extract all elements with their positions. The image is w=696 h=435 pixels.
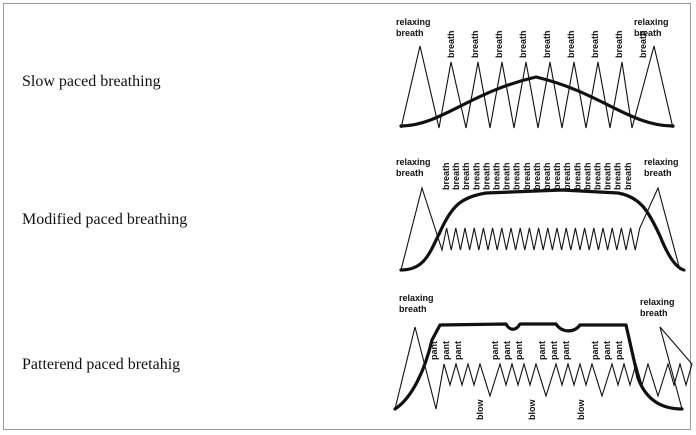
relax-label-left-1-line1: relaxing xyxy=(396,17,431,27)
pant-label: pant xyxy=(453,341,463,360)
modified-paced-diagram xyxy=(396,157,684,270)
breath-label: breath xyxy=(461,162,472,190)
blow-label: blow xyxy=(527,399,537,420)
pant-blow-labels-row3 xyxy=(429,341,624,420)
relax-label-right-3-line1: relaxing xyxy=(640,297,675,307)
breath-label: breath xyxy=(542,30,552,58)
contraction-curve-row2 xyxy=(401,190,684,270)
breath-label: breath xyxy=(612,162,623,190)
breath-label: breath xyxy=(614,30,624,58)
modified-paced-title: Modified paced breathing xyxy=(22,211,188,228)
pant-label: pant xyxy=(561,341,571,360)
breath-label: breath xyxy=(582,162,593,190)
pant-label: pant xyxy=(537,341,547,360)
relax-label-right-2-line1: relaxing xyxy=(644,157,679,167)
pant-label: pant xyxy=(549,341,559,360)
breath-labels-row2 xyxy=(441,162,633,190)
pant-label: pant xyxy=(614,341,624,360)
breath-label: breath xyxy=(638,30,648,58)
breath-label: breath xyxy=(572,162,583,190)
relax-label-left-2-line1: relaxing xyxy=(396,157,431,167)
breath-label: breath xyxy=(481,162,492,190)
relax-label-right-3-line2: breath xyxy=(640,308,668,318)
slow-paced-diagram xyxy=(396,17,673,128)
pant-label: pant xyxy=(590,341,600,360)
relax-label-right-1-line2: breath xyxy=(634,28,662,38)
relax-label-left-2-line2: breath xyxy=(396,168,424,178)
breath-labels-row1 xyxy=(446,30,648,58)
pant-label: pant xyxy=(441,341,451,360)
breath-label: breath xyxy=(518,30,528,58)
breath-label: breath xyxy=(602,162,613,190)
relax-label-right-1-line1: relaxing xyxy=(634,17,669,27)
breath-label: breath xyxy=(542,162,552,190)
breath-label: breath xyxy=(521,162,532,190)
breath-label: breath xyxy=(446,30,456,58)
pant-label: pant xyxy=(602,341,612,360)
breath-label: breath xyxy=(562,162,573,190)
breath-label: breath xyxy=(501,162,512,190)
relax-label-left-3-line1: relaxing xyxy=(399,293,434,303)
breath-label: breath xyxy=(494,30,504,58)
blow-label: blow xyxy=(576,399,586,420)
patterned-paced-diagram xyxy=(395,293,692,420)
slow-paced-title: Slow paced breathing xyxy=(22,73,161,90)
breath-label: breath xyxy=(471,162,482,190)
pant-label: pant xyxy=(490,341,500,360)
breath-label: breath xyxy=(592,162,603,190)
breath-label: breath xyxy=(566,30,576,58)
breath-label: breath xyxy=(531,162,542,190)
breath-label: breath xyxy=(451,162,462,190)
pant-label: pant xyxy=(502,341,512,360)
contraction-curve-row1 xyxy=(401,77,673,126)
relax-label-right-2-line2: breath xyxy=(644,168,672,178)
pant-label: pant xyxy=(429,341,439,360)
breath-label: breath xyxy=(622,162,633,190)
breath-label: breath xyxy=(470,30,480,58)
pant-label: pant xyxy=(514,341,524,360)
breath-label: breath xyxy=(441,162,451,190)
relax-label-left-3-line2: breath xyxy=(399,304,427,314)
breath-label: breath xyxy=(511,162,522,190)
breath-label: breath xyxy=(491,162,502,190)
patterned-paced-title: Patterend paced bretahig xyxy=(22,356,181,373)
breath-label: breath xyxy=(590,30,600,58)
relax-label-left-1-line2: breath xyxy=(396,28,424,38)
breath-label: breath xyxy=(552,162,563,190)
blow-label: blow xyxy=(475,399,485,420)
